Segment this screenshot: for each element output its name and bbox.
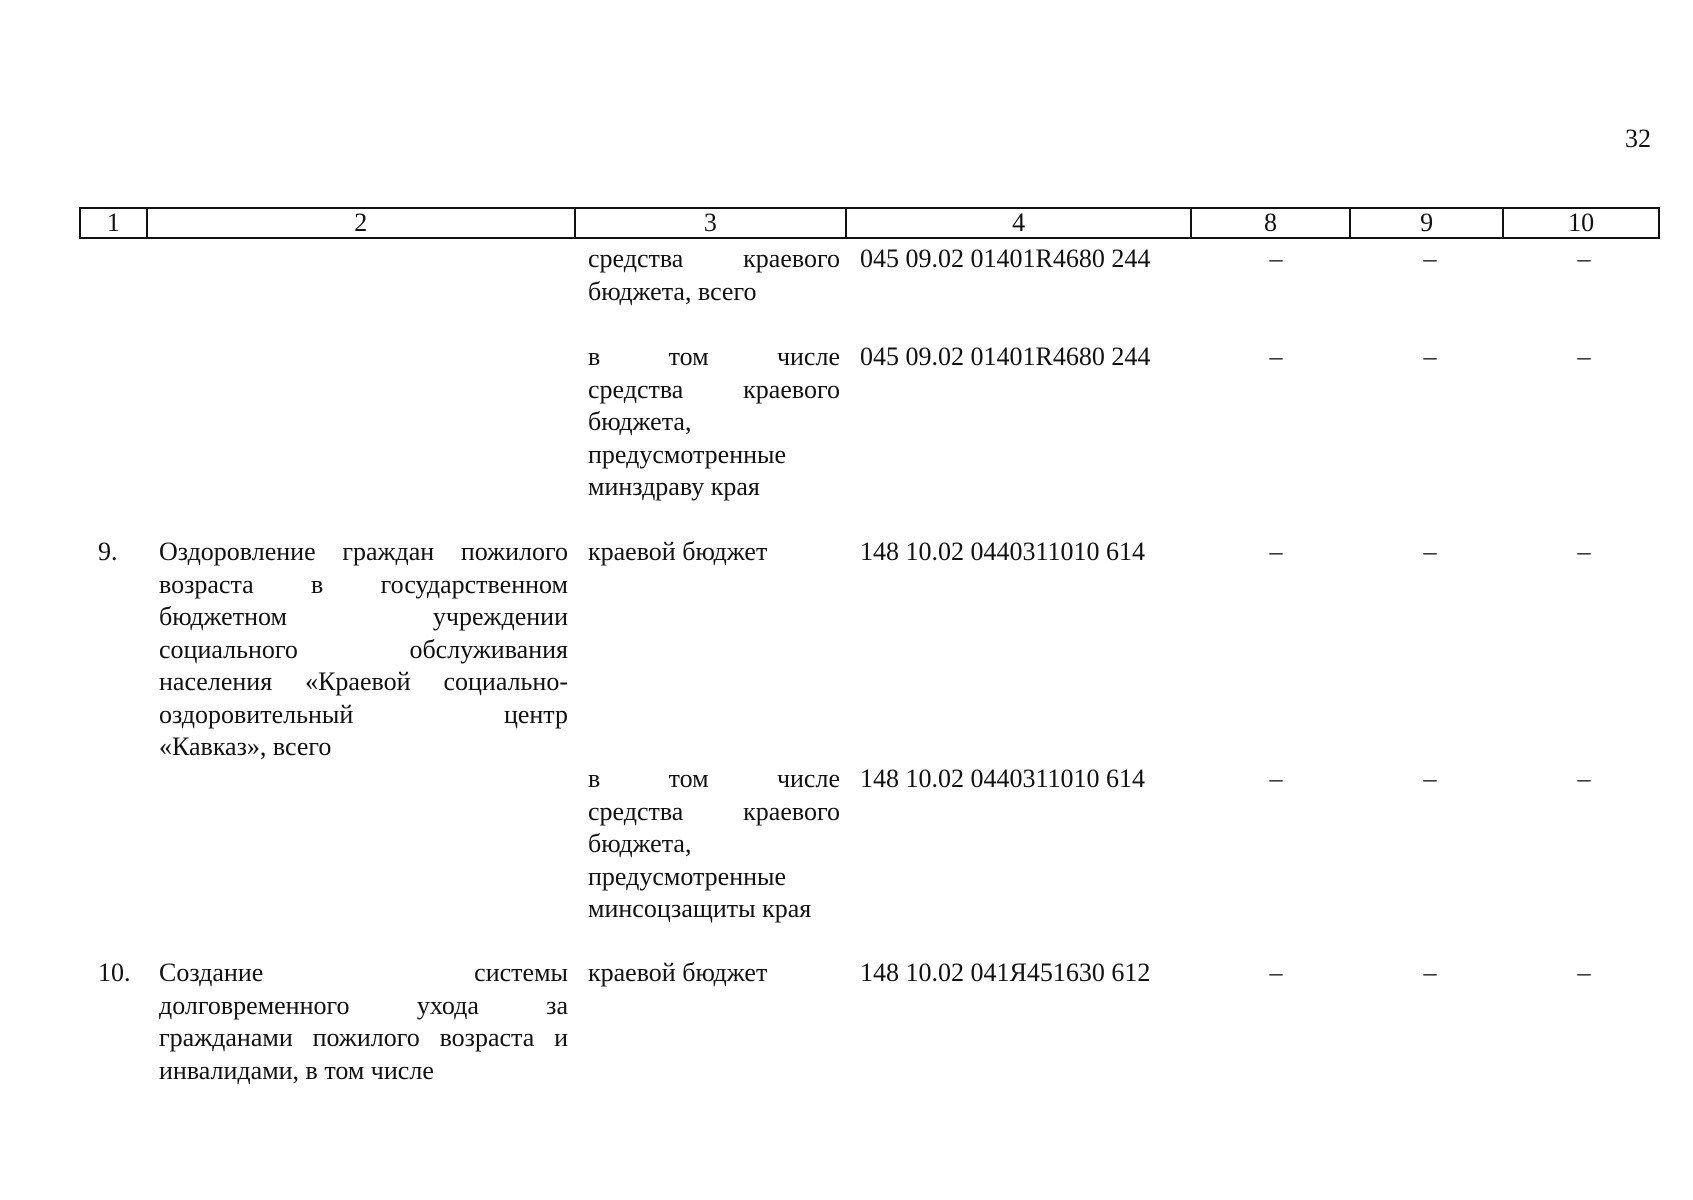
row-funding-source (588, 536, 840, 569)
row-budget-code: 148 10.02 041Я451630 612 (860, 958, 1151, 987)
row-value-col8: – (1269, 244, 1283, 273)
row-funding-source-line: бюджета, всего (588, 276, 757, 306)
row-value-col10: – (1577, 958, 1591, 987)
row-funding-source-line: средства краевого (588, 796, 840, 826)
row-funding-source-line: средства краевого (588, 244, 840, 273)
table-header-row (79, 207, 1660, 239)
row-funding-source (588, 243, 840, 308)
row-value-col10: – (1577, 342, 1591, 371)
header-cell-2: 2 (148, 209, 576, 237)
row-name-line: социального обслуживания (159, 634, 568, 664)
row-number: 10. (98, 958, 131, 987)
row-name-line: населения «Краевой социально- (159, 667, 568, 696)
row-value-col8: – (1269, 342, 1283, 371)
row-funding-source-line: краевой бюджет (588, 537, 768, 566)
row-value-col10: – (1577, 244, 1591, 273)
row-budget-code: 045 09.02 01401R4680 244 (860, 244, 1151, 273)
row-value-col9: – (1423, 244, 1437, 273)
row-name (159, 957, 568, 1087)
header-cell-4: 4 (847, 209, 1192, 237)
row-budget-code: 148 10.02 0440311010 614 (860, 764, 1146, 793)
row-name (159, 536, 568, 764)
row-funding-source-line: предусмотренные (588, 439, 787, 469)
row-value-col10: – (1577, 537, 1591, 566)
row-name-line: «Кавказ», всего (159, 732, 332, 761)
row-funding-source (588, 957, 840, 990)
row-value-col8: – (1269, 537, 1283, 566)
row-name-line: бюджетном учреждении (159, 602, 568, 631)
row-funding-source (588, 341, 840, 504)
row-value-col9: – (1423, 342, 1437, 371)
row-budget-code: 045 09.02 01401R4680 244 (860, 342, 1151, 371)
row-value-col8: – (1269, 958, 1283, 987)
header-cell-8: 8 (1192, 209, 1351, 237)
row-value-col9: – (1423, 537, 1437, 566)
row-name-line: гражданами пожилого возраста и (159, 1023, 568, 1052)
row-value-col8: – (1269, 764, 1283, 793)
row-funding-source-line: бюджета, (588, 829, 692, 858)
row-name-line: инвалидами, в том числе (159, 1055, 434, 1085)
row-name-line: Оздоровление граждан пожилого (159, 537, 568, 566)
row-value-col9: – (1423, 764, 1437, 793)
row-value-col10: – (1577, 764, 1591, 793)
row-funding-source-line: в том числе (588, 342, 840, 371)
row-funding-source-line: средства краевого (588, 374, 840, 404)
row-name-line: оздоровительный центр (159, 699, 568, 729)
row-name-line: возраста в государственном (159, 569, 568, 599)
row-funding-source (588, 763, 840, 926)
row-funding-source-line: краевой бюджет (588, 958, 768, 987)
row-funding-source-line: бюджета, (588, 407, 692, 436)
row-budget-code: 148 10.02 0440311010 614 (860, 537, 1146, 566)
row-name-line: Создание системы (159, 958, 568, 987)
row-name-line: долговременного ухода за (159, 990, 568, 1020)
row-funding-source-line: в том числе (588, 764, 840, 793)
row-funding-source-line: минздраву края (588, 472, 760, 501)
page-number: 32 (1625, 124, 1651, 153)
header-cell-10: 10 (1568, 208, 1595, 237)
row-funding-source-line: предусмотренные (588, 861, 787, 891)
header-cell-3: 3 (576, 209, 847, 237)
row-value-col9: – (1423, 958, 1437, 987)
header-cell-9: 9 (1351, 209, 1505, 237)
header-cell-1: 1 (81, 209, 148, 237)
row-number: 9. (98, 537, 118, 566)
row-funding-source-line: минсоцзащиты края (588, 894, 812, 923)
